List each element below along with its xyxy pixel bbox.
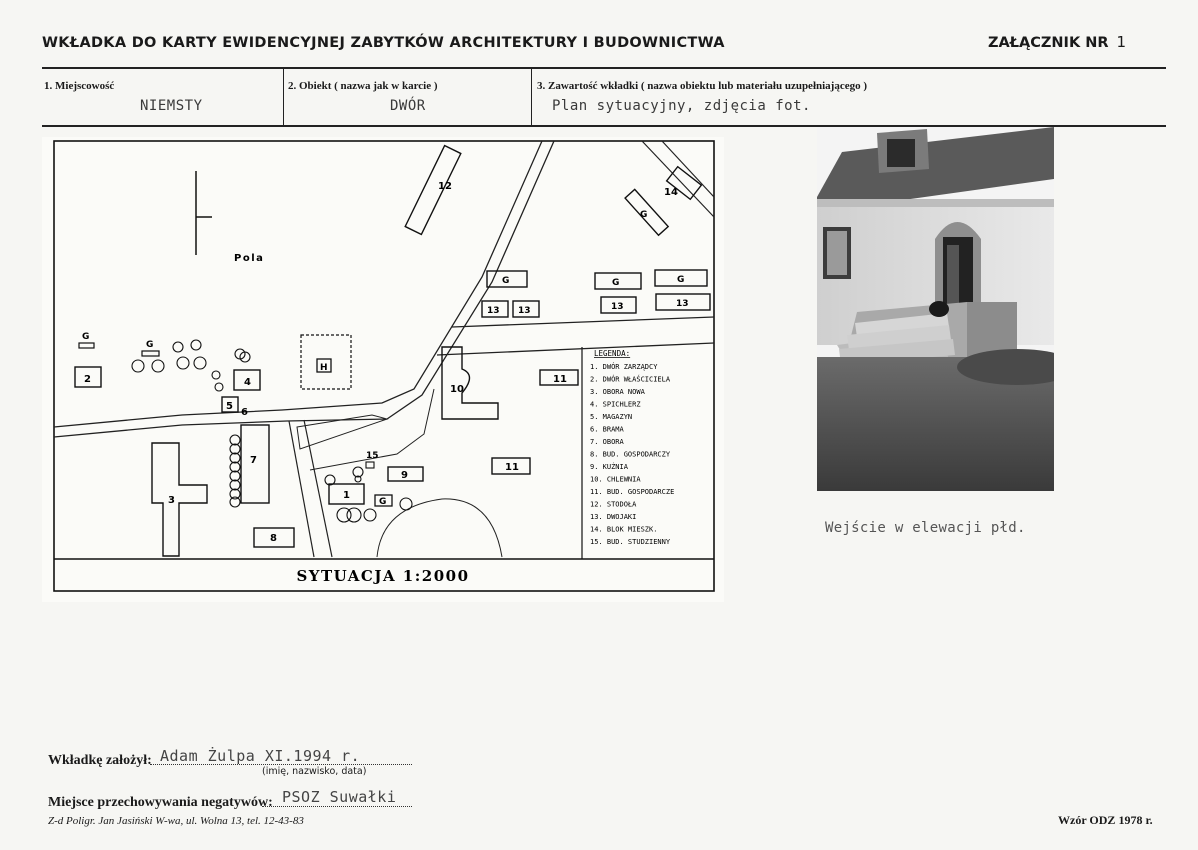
storage-label: Miejsce przechowywania negatywów: <box>48 795 273 810</box>
label-13: 13 <box>611 302 624 312</box>
site-plan <box>42 137 724 602</box>
label-7: 7 <box>250 455 257 466</box>
object-value: DWÓR <box>390 98 426 114</box>
photo-image <box>817 127 1054 491</box>
storage-value: PSOZ Suwałki <box>282 788 397 806</box>
annex-label-text: ZAŁĄCZNIK NR <box>988 35 1109 51</box>
legend-item: 9. KUŹNIA <box>590 463 628 471</box>
locality-value: NIEMSTY <box>140 98 203 114</box>
legend-item: 8. BUD. GOSPODARCZY <box>590 450 671 459</box>
label-6: 6 <box>241 407 248 418</box>
label-g: G <box>146 340 154 350</box>
legend-item: 14. BLOK MIESZK. <box>590 525 658 534</box>
legend-item: 11. BUD. GOSPODARCZE <box>590 488 675 496</box>
label-11: 11 <box>505 462 519 473</box>
label-g: G <box>612 278 620 288</box>
label-g: G <box>640 210 648 220</box>
annex-label <box>988 33 1126 51</box>
label-8: 8 <box>270 533 277 544</box>
label-g: G <box>82 332 90 342</box>
created-by-value: Adam Żulpa XI.1994 r. <box>160 747 361 765</box>
printer-info: Z-d Poligr. Jan Jasiński W-wa, ul. Wolna 13, tel. 12-43-83 <box>48 815 304 827</box>
fields-label: Pola <box>234 253 265 264</box>
label-5: 5 <box>226 401 233 412</box>
label-g: G <box>502 276 510 286</box>
label-h: H <box>320 363 328 373</box>
field-divider-1 <box>283 69 284 125</box>
label-g: G <box>677 275 685 285</box>
header-rule <box>42 67 1166 69</box>
label-10: 10 <box>450 384 464 395</box>
label-13: 13 <box>518 306 531 316</box>
label-2: 2 <box>84 374 91 385</box>
legend-item: 6. BRAMA <box>590 425 624 434</box>
legend-item: 5. MAGAZYN <box>590 413 633 421</box>
legend-item: 13. DWOJAKI <box>590 513 637 521</box>
legend-item: 4. SPICHLERZ <box>590 400 641 409</box>
photo-caption: Wejście w elewacji płd. <box>825 520 1026 536</box>
content-label: 3. Zawartość wkładki ( nazwa obiektu lub materiału uzupełniającego ) <box>537 80 868 92</box>
label-3: 3 <box>168 495 175 506</box>
form-pattern: Wzór ODZ 1978 r. <box>1058 813 1153 827</box>
label-11: 11 <box>553 374 567 385</box>
legend-item: 12. STODOŁA <box>590 500 637 509</box>
created-by-hint: (imię, nazwisko, data) <box>262 766 367 777</box>
label-13: 13 <box>487 306 500 316</box>
legend-item: 3. OBORA NOWA <box>590 388 645 396</box>
label-g: G <box>379 497 387 507</box>
content-value: Plan sytuacyjny, zdjęcia fot. <box>552 98 811 114</box>
label-13: 13 <box>676 299 689 309</box>
created-by-line <box>150 764 412 765</box>
object-label: 2. Obiekt ( nazwa jak w karcie ) <box>288 80 438 92</box>
scale-title: SYTUACJA 1:2000 <box>296 567 470 585</box>
legend-item: 15. BUD. STUDZIENNY <box>590 538 671 546</box>
site-plan-drawing <box>42 137 724 602</box>
label-4: 4 <box>244 377 251 388</box>
field-divider-2 <box>531 69 532 125</box>
label-1: 1 <box>343 490 350 501</box>
label-12: 12 <box>438 181 452 192</box>
label-9: 9 <box>401 470 408 481</box>
annex-number: 1 <box>1116 33 1127 51</box>
building-photo <box>817 127 1054 491</box>
sheet-title: WKŁADKA DO KARTY EWIDENCYJNEJ ZABYTKÓW ARCHITEKTURY I BUDOWNICTWA <box>42 35 725 51</box>
legend-item: 2. DWÓR WŁAŚCICIELA <box>590 375 671 384</box>
legend-title: LEGENDA: <box>594 349 631 358</box>
legend-item: 1. DWÓR ZARZĄDCY <box>590 363 658 371</box>
storage-line <box>262 806 412 807</box>
legend-item: 10. CHLEWNIA <box>590 475 641 484</box>
locality-label: 1. Miejscowość <box>44 80 115 92</box>
label-14: 14 <box>664 187 678 198</box>
legend-item: 7. OBORA <box>590 438 624 446</box>
label-15: 15 <box>366 451 379 461</box>
created-by-label: Wkładkę założył: <box>48 753 152 768</box>
